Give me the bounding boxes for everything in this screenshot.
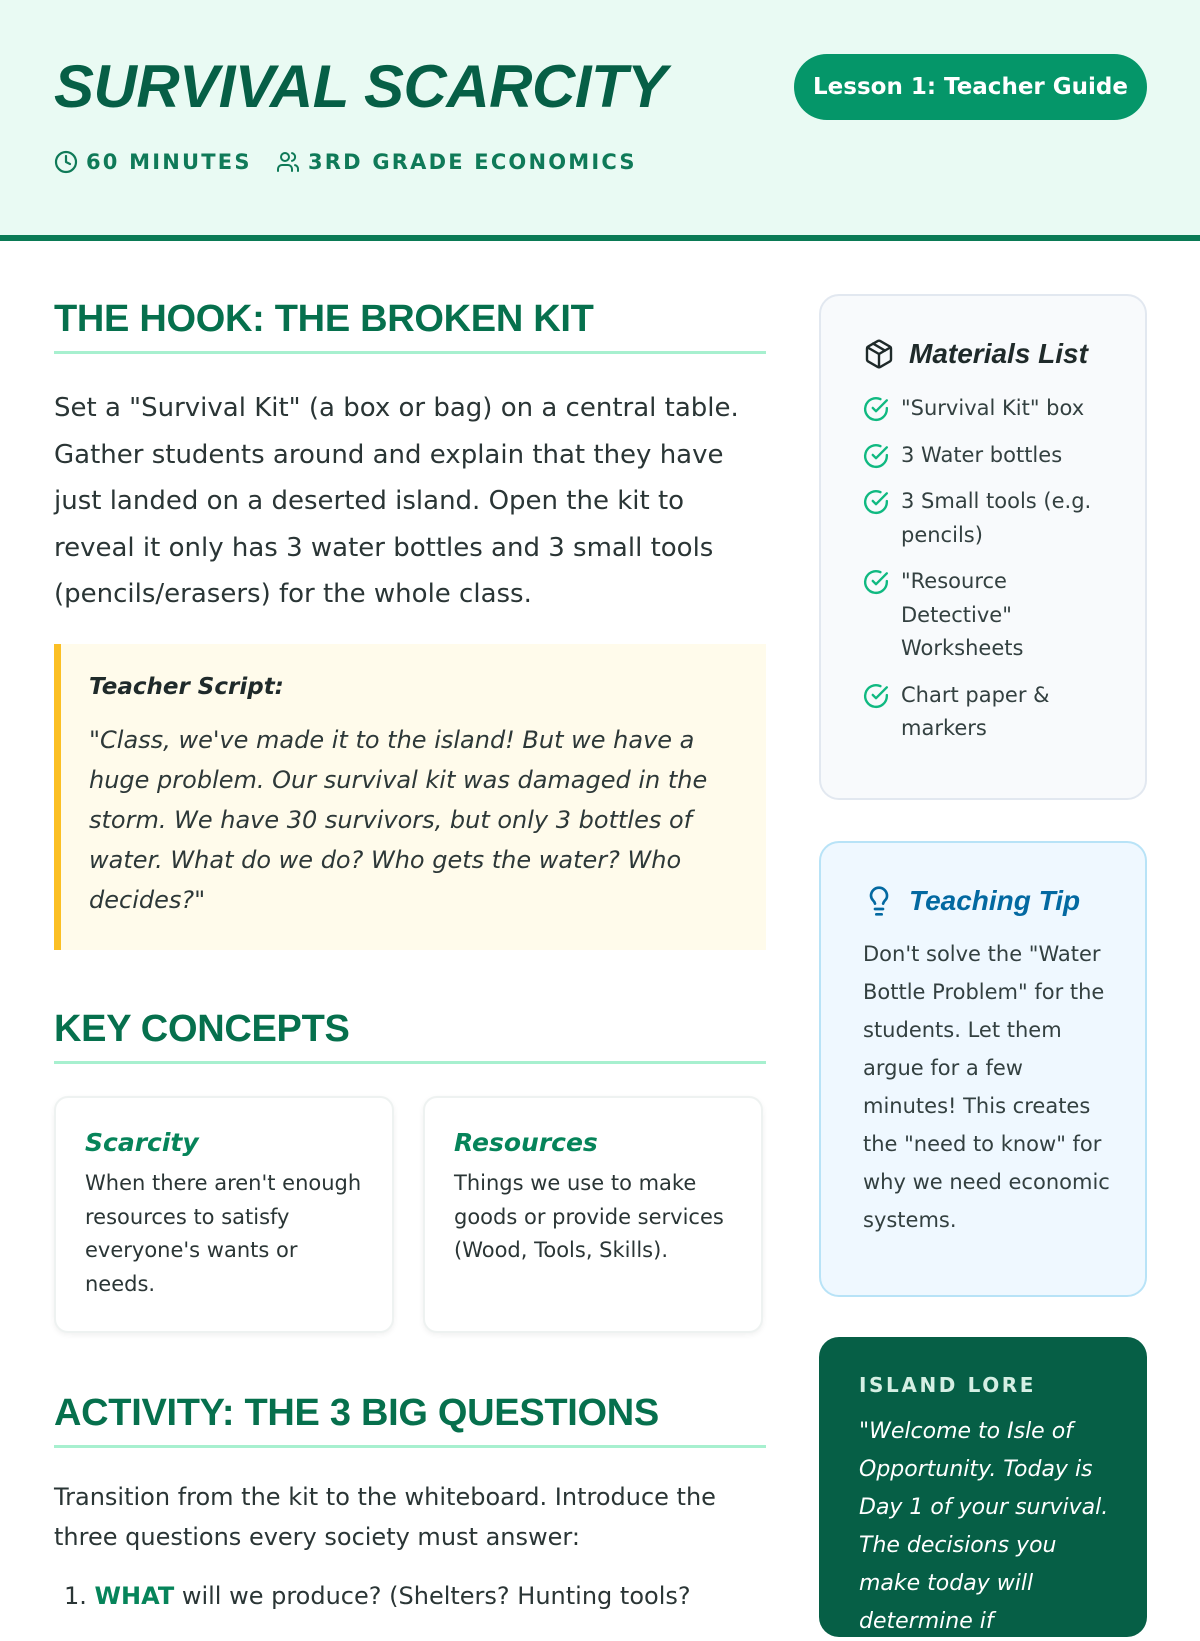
teaching-tip-card — [819, 841, 1147, 1297]
materials-header — [863, 338, 1111, 370]
materials-card — [819, 294, 1147, 800]
lore-text: "Welcome to Isle of Opportunity. Today is Day 1 of your survival. The decisions you make today will determine if — [859, 1419, 1109, 1634]
hook-heading: THE HOOK: THE BROKEN KIT — [54, 298, 766, 354]
key-concepts-heading: KEY CONCEPTS — [54, 1008, 766, 1064]
concept-card-resources — [423, 1096, 763, 1333]
lesson-badge: Lesson 1: Teacher Guide — [794, 54, 1147, 120]
tip-header — [863, 885, 1115, 917]
users-icon — [276, 150, 300, 174]
concept-card-scarcity — [54, 1096, 394, 1333]
package-icon — [863, 338, 895, 370]
tip-title: Teaching Tip — [909, 885, 1081, 916]
question-item — [64, 1576, 691, 1616]
check-circle-icon — [863, 489, 889, 515]
check-circle-icon — [863, 569, 889, 595]
material-item: 3 Small tools (e.g. pencils) — [863, 485, 1111, 552]
audience-meta — [276, 147, 637, 177]
question-text: will we produce? (Shelters? Hunting tools? — [174, 1582, 691, 1610]
concept-title: Resources — [454, 1128, 598, 1157]
script-quote: "Class, we've made it to the island! But we have a huge problem. Our survival kit was damaged in the storm. We have 30 survivors, but only 3 bottles of water. What do we do? Who gets the water? Who decides?" — [89, 726, 708, 914]
question-keyword: WHAT — [94, 1582, 175, 1610]
clock-icon — [54, 150, 78, 174]
material-item: Chart paper & markers — [863, 679, 1111, 746]
audience-text: 3RD GRADE ECONOMICS — [308, 150, 637, 174]
activity-heading: ACTIVITY: THE 3 BIG QUESTIONS — [54, 1392, 766, 1448]
materials-title: Materials List — [909, 338, 1088, 369]
duration-meta — [54, 147, 252, 177]
island-lore-card — [819, 1337, 1147, 1637]
lesson-header — [0, 0, 1200, 241]
script-label: Teacher Script: — [89, 674, 284, 700]
activity-intro: Transition from the kit to the whiteboard. Introduce the three questions every society must answer: — [54, 1483, 716, 1551]
duration-text: 60 MINUTES — [86, 150, 252, 174]
concept-definition: Things we use to make goods or provide services (Wood, Tools, Skills). — [454, 1171, 724, 1262]
teacher-script-callout — [54, 644, 766, 950]
hook-body: Set a "Survival Kit" (a box or bag) on a central table. Gather students around and explain that they have just landed on a deserted island. Open the kit to reveal it only has 3 water bottles and 3 small tools (pencils/erasers) for the whole class. — [54, 393, 739, 609]
material-item: 3 Water bottles — [863, 439, 1111, 473]
check-circle-icon — [863, 683, 889, 709]
concept-title: Scarcity — [85, 1128, 199, 1157]
page-title: SURVIVAL SCARCITY — [54, 53, 667, 120]
material-item: "Survival Kit" box — [863, 392, 1111, 426]
question-number: 1. — [64, 1582, 87, 1610]
check-circle-icon — [863, 396, 889, 422]
lore-label: ISLAND LORE — [859, 1373, 1037, 1397]
check-circle-icon — [863, 443, 889, 469]
concept-definition: When there aren't enough resources to satisfy everyone's wants or needs. — [85, 1171, 362, 1296]
tip-body: Don't solve the "Water Bottle Problem" for the students. Let them argue for a few minutes! This creates the "need to know" for why we need economic systems. — [863, 942, 1110, 1232]
lightbulb-icon — [863, 885, 895, 917]
material-item: "Resource Detective" Worksheets — [863, 565, 1111, 666]
